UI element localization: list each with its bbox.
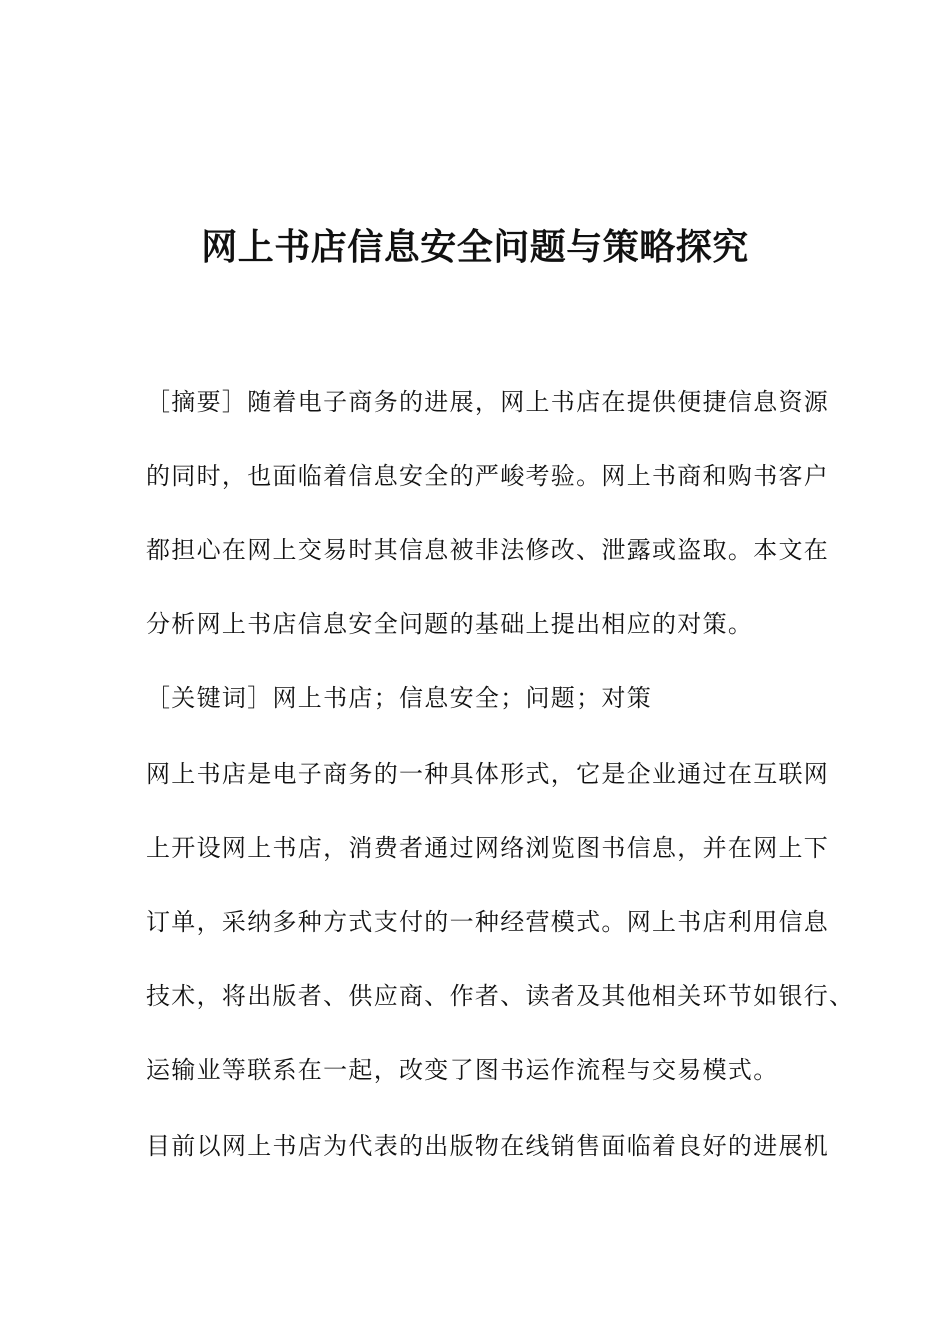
body-line-5: 运输业等联系在一起，改变了图书运作流程与交易模式。 bbox=[146, 1056, 779, 1084]
body-line-3: 订单，采纳多种方式支付的一种经营模式。网上书店利用信息 bbox=[146, 908, 830, 936]
document-title: 网上书店信息安全问题与策略探究 bbox=[201, 227, 749, 268]
abstract-line-1: ［摘要］随着电子商务的进展，网上书店在提供便捷信息资源 bbox=[146, 388, 830, 416]
keywords-line: ［关键词］网上书店；信息安全；问题；对策 bbox=[146, 684, 652, 712]
body-line-6: 目前以网上书店为代表的出版物在线销售面临着良好的进展机 bbox=[146, 1132, 830, 1160]
body-line-2: 上开设网上书店，消费者通过网络浏览图书信息，并在网上下 bbox=[146, 834, 830, 862]
body-line-1: 网上书店是电子商务的一种具体形式，它是企业通过在互联网 bbox=[146, 760, 830, 788]
abstract-line-2: 的同时，也面临着信息安全的严峻考验。网上书商和购书客户 bbox=[146, 462, 830, 490]
abstract-line-4: 分析网上书店信息安全问题的基础上提出相应的对策。 bbox=[146, 610, 754, 638]
body-line-4: 技术，将出版者、供应商、作者、读者及其他相关环节如银行、 bbox=[146, 982, 855, 1010]
abstract-line-3: 都担心在网上交易时其信息被非法修改、泄露或盗取。本文在 bbox=[146, 536, 830, 564]
